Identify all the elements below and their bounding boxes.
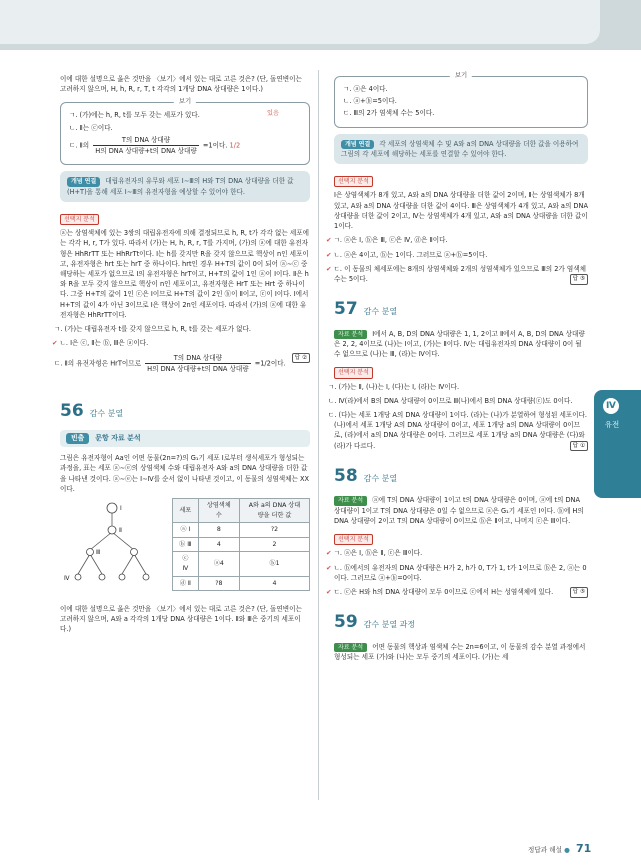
q56-title: 감수 분열 [89,408,124,418]
bogi-item-3: ㄷ. Ⅲ의 2가 염색체 수는 5이다. [343,109,435,118]
tree-label-2: Ⅱ [119,527,122,535]
analysis-tag: 자료 분석 [334,496,367,505]
annotation-note: 있음 [267,110,279,118]
q56-text: 그림은 유전자형이 Aa인 어떤 동물(2n=?)의 G₁기 세포 Ⅰ로부터 생식세포가 형성되는 과정을, 표는 세포 ⓐ∼ⓔ의 상염색체 수와 대립유전자 A와 a의 DNA 상대량을 더한 값을 나타낸 것이다. ⓐ∼ⓔ는 Ⅰ∼Ⅳ를 순서 없이 나타낸 것이고, 이 동물의 성염색체는 XX이다. [60,454,309,493]
answer-mark: 답 ⑤ [570,274,588,285]
bogi-box-left [60,97,310,165]
cell-I [107,503,117,513]
table-row: ⓐ Ⅰ 8 ?2 [173,523,310,538]
bogi-box-right [334,71,588,128]
q59-analysis: 자료 분석 어떤 동물의 핵상과 염색체 수는 2n=6이고, 이 동물의 감수 분열 과정에서 형성되는 세포 (가)와 (나)는 모두 중기의 세포이다. (가)는 세 [334,642,586,661]
q57-header [334,296,588,322]
solution-paragraph: ⓐ는 상염색체에 있는 3쌍의 대립유전자에 의해 결정되므로 h, R, t가 각각 없는 세포에는 각각 H, r, T가 있다. 따라서 (가)는 H, h, R, r, T를 가지며, (가)의 ⓐ에 대한 유전자형은 HhRrTT 또는 HhRrTt이다. Ⅰ는 h를 갖지만 R을 갖지 않으므로 핵상이 n인 세포이고, 유전자형은 hrt 또는 hrT 중 하나이다. hrt인 경우 H+T의 값이 0이 되어 ⓐ∼ⓒ 중 해당하는 세포가 없으므로 Ⅰ의 유전자형은 hrT이고, H+T의 값이 1인 ⓐ이 Ⅰ이다. Ⅱ은 h와 R을 모두 갖지 않으므로 핵상이 n인 세포이고, 유전자형은 HrT 또는 Hrt 중 하나이다. 그중 H+T의 값이 1인 ⓒ은 Ⅰ이므로 H+T의 값이 2인 ⓑ이 Ⅱ이고, ⓒ이 Ⅰ이다. Ⅰ에서 H+T의 값이 4가 아닌 3이므로 Ⅰ은 핵상이 2n인 세포이다. 따라서 (가)의 ⓐ에 대한 유전자형은 HhRrTT이다. [60,229,309,319]
q57-analysis: 자료 분석 Ⅰ에서 A, B, D의 DNA 상대량은 1, 1, 2이고 Ⅱ에서 A, B, D의 DNA 상대량은 2, 2, 4이므로 (나)는 Ⅰ이고, (가)는 Ⅱ이다. Ⅳ는 대립유전자의 DNA 상대량이 0이 될 수 없으므로 (나)는 Ⅲ, (라)는 Ⅳ이다. [334,329,585,359]
q59-title: 감수 분열 과정 [363,620,416,630]
q58-analysis: 자료 분석 ⓐ에 T의 DNA 상대량이 1이고 t의 DNA 상대량은 0이며, ⓐ에 t의 DNA 상대량이 1이고 T의 DNA 상대량은 0일 수 없으므로 ⓐ은 G₁기 세포인 Ⅰ이다. ⓑ에 H의 DNA 상대량이 2이고 T의 DNA 상대량이 0이므로 ⓑ은 Ⅱ이고, 나머지 ⓒ은 Ⅲ이다. [334,496,584,525]
concept-tip-right [334,134,588,165]
cell-IV [75,574,81,580]
q56-table [172,498,310,591]
concept-tag: 개념 연결 [341,140,374,149]
answer-mark: 답 ① [570,441,588,452]
solution-tag: 선택지 분석 [60,214,99,225]
q55-intro: 이에 대한 설명으로 옳은 것만을 〈보기〉에서 있는 대로 고른 것은? (단, 돌연변이는 고려하지 않으며, H, h, R, r, T, t 각각의 1개당 DNA 상대량은 1이다.) [60,75,302,94]
q56-figure [60,498,310,598]
bogi-item-3: ㄷ. Ⅱ의 $\frac{\text{T의 DNA 상대량}}{\text{H의 DNA 상대량+t의 DNA 상대량}}$ =1이다. 1/2 [69,135,241,156]
bogi-label: 보기 [174,97,196,107]
q56-banner [60,430,310,447]
bogi-label: 보기 [450,71,472,81]
concept-tip-left [60,171,310,202]
solution-item-1: ✔ ㄱ. ⓐ은 Ⅰ, ⓑ은 Ⅲ, ⓒ은 Ⅳ, ⓓ은 Ⅱ이다. [326,236,448,245]
analysis-tag: 자료 분석 [334,643,367,652]
q58-item-2: ✔ ㄴ. ⓑ에서의 유전자의 DNA 상대량은 H가 2, h가 0, T가 1, t가 1이므로 ⓑ은 2, ⓐ는 0이다. 그러므로 ⓐ+ⓑ=0이다. [326,563,587,582]
table-header: A와 a의 DNA 상대량을 더한 값 [240,499,310,523]
solution-item-2: ✔ ㄴ. ⓐ은 4이고, ⓑ는 1이다. 그러므로 ⓐ+ⓑ=5이다. [326,250,488,259]
table-row: ⓑ Ⅲ 4 2 [173,537,310,552]
chapter-numeral: Ⅳ [603,398,619,414]
q58-number: 58 [334,465,358,486]
solution-tag: 선택지 분석 [334,534,373,545]
concept-text: 대립유전자의 유무와 세포 Ⅰ∼Ⅲ의 H와 T의 DNA 상대량을 더한 값(H+T)을 통해 세포 Ⅰ∼Ⅲ의 유전자형을 예상할 수 있어야 한다. [67,177,294,196]
answer-mark: 답 ② [292,353,310,364]
solution-tag: 선택지 분석 [334,367,373,378]
table-row: ⓒ Ⅳ ⓐ4 ⓑ1 [173,552,310,576]
q57-title: 감수 분열 [363,307,398,317]
answer-mark: 답 ⑤ [570,587,588,598]
footer-dot-icon: ● [564,846,570,854]
solution-item-2: ✔ ㄴ. Ⅰ은 ⓒ, Ⅱ는 ⓑ, Ⅲ은 ⓐ이다. [52,339,149,348]
concept-text: 각 세포의 상염색체 수 및 A와 a의 DNA 상대량을 더한 값을 이용하여 그림의 각 세포에 해당하는 세포를 연결할 수 있어야 한다. [341,139,579,158]
q56-banner-text: 문항 자료 분석 [95,434,141,443]
left-column [52,74,310,639]
q58-header [334,463,588,489]
page-footer [528,840,591,857]
q59-header [334,609,588,635]
q56-number: 56 [60,400,84,421]
q56-outro: 이에 대한 설명으로 옳은 것만을 〈보기〉에서 있는 대로 고른 것은? (단, 돌연변이는 고려하지 않으며, A와 a 각각의 1개당 DNA 상대량은 1이다. Ⅱ와 Ⅲ은 중기의 세포이다.) [60,605,302,634]
annotation-mark: 1/2 [229,141,241,150]
q58-title: 감수 분열 [363,473,398,483]
cell-II [108,526,116,534]
q57-item-3: ㄷ. (다)는 세포 1개당 A의 DNA 상대량이 1이다. (라)는 (나)가 분열하여 형성된 세포이다. (나)에서 세포 1개당 A의 DNA 상대량이 0이고, 세포 1개당 a의 DNA 상대량이 0이므로, (라)에서 a의 DNA 상대량은 0이다. 그러므로 세포 1개당 a의 DNA 상대량은 (다)와 (라)가 다르다. 답 ① [328,411,588,450]
page-header-band [0,0,641,50]
bogi-item-1: ㄱ. ⓐ은 4이다. [343,85,388,93]
footer-label: 정답과 해설 [528,846,562,854]
bogi-item-1: ㄱ. (가)에는 h, R, t를 모두 갖는 세포가 있다. [69,111,200,120]
table-header: 상염색체 수 [198,499,239,523]
cell-III [87,549,94,556]
column-divider [318,70,319,800]
cell-division-tree [60,498,170,598]
tree-label-4: Ⅳ [64,575,70,583]
q57-item-2: ㄴ. Ⅳ(라)에서 B의 DNA 상대량이 0이므로 Ⅲ(나)에서 B의 DNA 상대량(ⓒ)도 0이다. [328,396,573,405]
right-column [326,71,588,666]
bogi-item-2: ㄴ. ⓐ+ⓑ=5이다. [343,97,397,106]
q57-item-1: ㄱ. (가)는 Ⅱ, (나)는 Ⅰ, (다)는 Ⅰ, (라)는 Ⅳ이다. [328,382,460,391]
table-header: 세포 [173,499,199,523]
solution-item-3: ✔ ㄷ. 이 동물의 체세포에는 8개의 상염색체와 2개의 성염색체가 있으므로 Ⅲ의 2가 염색체 수는 5이다. 답 ⑤ [326,264,587,283]
bogi-fraction: $\frac{\text{T의 DNA 상대량}}{\text{H의 DNA 상대량+t의 DNA 상대량}}$ [95,135,197,156]
bogi-item-2: ㄴ. Ⅱ는 ⓒ이다. [69,123,113,132]
analysis-tag: 자료 분석 [334,330,367,339]
q56-banner-tag: 빈출 [66,433,89,444]
tree-label-3: Ⅲ [96,549,101,557]
solution-fraction: $\frac{\text{T의 DNA 상대량}}{\text{H의 DNA 상대량+t의 DNA 상대량}}$ [147,353,249,373]
solution-tag: 선택지 분석 [334,176,373,187]
chapter-label: 유전 [604,420,620,429]
tree-label-1: Ⅰ [120,505,122,513]
page-number: 71 [575,842,592,855]
solution-item-1: ㄱ. (가)는 대립유전자 t를 갖지 않으므로 h, R, t를 갖는 세포가 없다. [54,325,252,334]
cell-IIIb [131,549,138,556]
q58-item-1: ✔ ㄱ. ⓐ은 Ⅰ, ⓑ은 Ⅱ, ⓒ은 Ⅲ이다. [326,549,423,558]
table-row: ⓓ Ⅱ ?8 4 [173,576,310,591]
q59-number: 59 [334,612,358,633]
solution-item-3: ㄷ. Ⅱ의 유전자형은 HrT이므로 $\frac{\text{T의 DNA 상대량}}{\text{H의 DNA 상대량+t의 DNA 상대량}}$ =1/2이다. 답 ② [60,353,310,374]
solution-paragraph: Ⅰ은 상염색체가 8개 있고, A와 a의 DNA 상대량을 더한 값이 2이며, Ⅱ는 상염색체가 8개 있고, A와 a의 DNA 상대량을 더한 값이 4이다. Ⅲ은 상염색체가 4개 있고, A와 a의 DNA 상대량을 더한 값이 2이고, Ⅳ는 상염색체가 4개 있고, A와 a의 DNA 상대량을 더한 값이 1이다. [334,191,588,231]
q57-number: 57 [334,299,358,320]
concept-tag: 개념 연결 [67,177,100,186]
page-header-inner [0,0,600,44]
q56-header [60,398,310,424]
q58-item-3: ✔ ㄷ. ⓒ은 H와 h의 DNA 상대량이 모두 0이므로 ⓒ에서 H는 성염색체에 있다. 답 ⑤ [334,587,588,597]
